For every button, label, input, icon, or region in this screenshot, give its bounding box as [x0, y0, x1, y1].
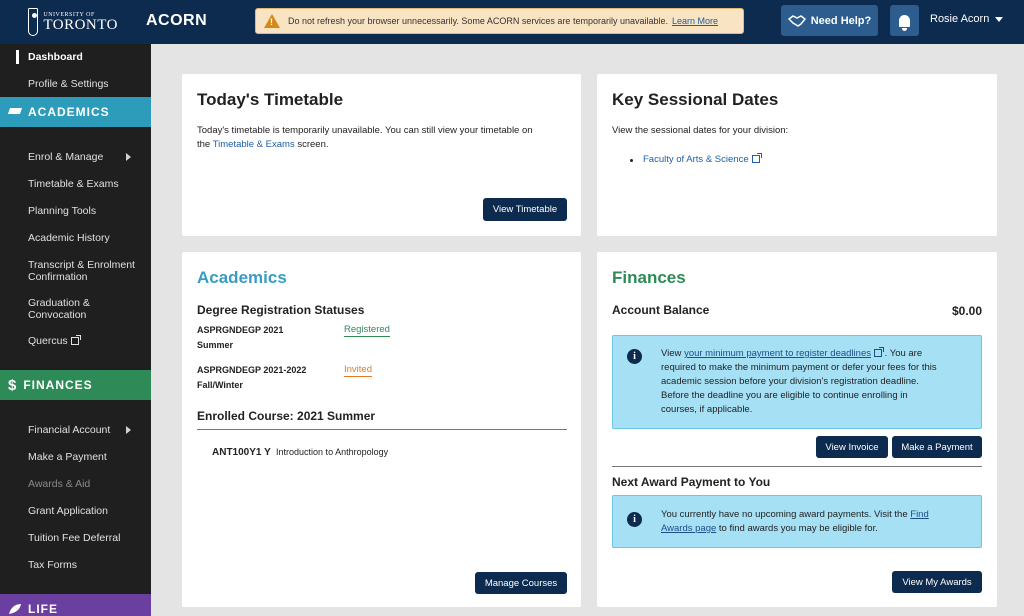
- user-menu[interactable]: [930, 13, 1003, 25]
- need-help-label: Need Help?: [810, 14, 872, 27]
- sidebar-section-finances[interactable]: [0, 370, 151, 400]
- link-label: Find: [910, 509, 929, 520]
- manage-courses-button[interactable]: Manage Courses: [475, 572, 567, 594]
- top-header: [0, 0, 1024, 44]
- bell-icon: [899, 15, 910, 27]
- leaf-icon: [8, 603, 22, 615]
- sidebar-item-label: Quercus: [28, 335, 68, 347]
- view-timetable-button[interactable]: View Timetable: [483, 198, 567, 221]
- external-link-icon: [71, 337, 79, 345]
- timetable-message-suffix: screen.: [297, 139, 329, 150]
- notifications-button[interactable]: [890, 5, 919, 36]
- finances-title: Finances: [612, 268, 686, 287]
- academics-title: Academics: [197, 268, 287, 287]
- chevron-right-icon: [126, 426, 131, 434]
- life-header-label: LIFE: [28, 602, 58, 616]
- crest-icon: [28, 8, 38, 36]
- award-info-text: [661, 508, 973, 536]
- registration-program: [197, 323, 283, 353]
- info-text-line: You currently have no upcoming award payments. Visit the: [661, 509, 908, 520]
- info-text-line: academic session before your division's registration deadline.: [661, 376, 919, 387]
- find-awards-link[interactable]: [910, 509, 928, 520]
- sidebar-item-label: Convocation: [28, 309, 87, 321]
- account-balance-label: Account Balance: [612, 303, 710, 317]
- program-session: Summer: [197, 340, 234, 350]
- warning-icon: !: [264, 14, 280, 28]
- sidebar-item-financial-account[interactable]: [0, 424, 151, 436]
- academics-card: [182, 252, 581, 607]
- sidebar-item-enrol-manage[interactable]: [0, 151, 151, 163]
- sidebar-item-awards-aid[interactable]: Awards & Aid: [28, 478, 91, 490]
- finances-card: [597, 252, 997, 607]
- university-logo[interactable]: [28, 5, 118, 39]
- sidebar-item-timetable-exams[interactable]: Timetable & Exams: [28, 178, 119, 190]
- minimum-payment-deadlines-link[interactable]: [684, 348, 871, 359]
- handshake-icon: [788, 15, 806, 27]
- sidebar-item-academic-history[interactable]: Academic History: [28, 232, 110, 244]
- account-balance-value: $0.00: [951, 304, 982, 318]
- enrolled-course-heading: Enrolled Course: 2021 Summer: [197, 409, 376, 423]
- sidebar-item-grant-application[interactable]: Grant Application: [28, 505, 108, 517]
- timetable-card: [182, 74, 581, 236]
- program-code: ASPRGNDEGP 2021-2022: [197, 365, 307, 375]
- divider: [612, 466, 982, 467]
- sidebar-item-profile-settings[interactable]: Profile & Settings: [28, 78, 109, 90]
- timetable-message: [197, 124, 572, 152]
- find-awards-link[interactable]: [661, 523, 716, 534]
- need-help-button[interactable]: [781, 5, 878, 36]
- graduation-cap-icon: [8, 108, 22, 116]
- program-code: ASPRGNDEGP 2021: [197, 325, 284, 335]
- info-text-line: required to make the minimum payment or defer your fees for this: [661, 362, 937, 373]
- timetable-title: Today's Timetable: [197, 90, 344, 109]
- info-icon: i: [627, 349, 642, 364]
- timetable-exams-link[interactable]: Timetable & Exams: [212, 139, 295, 150]
- chevron-right-icon: [126, 153, 131, 161]
- view-my-awards-button[interactable]: View My Awards: [892, 571, 982, 593]
- chevron-down-icon: [995, 17, 1003, 22]
- sessional-dates-text: View the sessional dates for your division:: [612, 125, 789, 136]
- view-invoice-button[interactable]: View Invoice: [816, 436, 888, 458]
- program-session: Fall/Winter: [197, 380, 243, 390]
- info-icon: i: [627, 512, 642, 527]
- logo-big-text: TORONTO: [43, 16, 118, 33]
- user-name: Rosie Acorn: [930, 13, 990, 25]
- info-text-line: Before the deadline you are eligible to continue enrolling in: [661, 390, 908, 401]
- sidebar-item-tuition-fee-deferral[interactable]: Tuition Fee Deferral: [28, 532, 121, 544]
- course-code: ANT100Y1 Y: [212, 447, 271, 458]
- divider: [197, 429, 567, 430]
- info-text-line: to find awards you may be eligible for.: [718, 523, 878, 534]
- learn-more-link[interactable]: Learn More: [672, 16, 719, 26]
- sidebar-item-quercus[interactable]: [0, 335, 151, 347]
- course-row[interactable]: [212, 445, 388, 460]
- list-bullet: [630, 159, 633, 162]
- sidebar-item-label: Financial Account: [28, 424, 111, 436]
- external-link-icon: [752, 155, 760, 163]
- sidebar-item-make-payment[interactable]: Make a Payment: [28, 451, 107, 463]
- sessional-dates-title: Key Sessional Dates: [612, 90, 779, 109]
- timetable-message-prefix: the: [197, 139, 211, 150]
- service-alert: [255, 8, 744, 34]
- faculty-arts-science-link[interactable]: [643, 153, 760, 167]
- link-label: your minimum payment to register deadlines: [684, 348, 871, 359]
- link-label: Awards page: [661, 523, 717, 534]
- sidebar-item-label: Graduation &: [28, 297, 90, 309]
- next-award-heading: Next Award Payment to You: [612, 475, 771, 489]
- info-text-suffix: . You are: [884, 348, 923, 359]
- sidebar-item-dashboard[interactable]: Dashboard: [0, 51, 151, 63]
- registration-program: [197, 363, 306, 393]
- sidebar-item-planning-tools[interactable]: Planning Tools: [28, 205, 97, 217]
- course-name: Introduction to Anthropology: [276, 447, 389, 457]
- sessional-dates-card: [597, 74, 997, 236]
- dollar-icon: $: [8, 376, 18, 394]
- sidebar-item-label: Confirmation: [28, 271, 88, 283]
- sidebar: [0, 44, 151, 616]
- info-text-line: courses, if applicable.: [661, 404, 753, 415]
- timetable-message-line1: Today's timetable is temporarily unavailable. You can still view your timetable on: [197, 125, 533, 136]
- minimum-payment-info-box: [612, 335, 982, 429]
- external-link-icon: [874, 349, 882, 357]
- sidebar-item-transcript[interactable]: [0, 259, 151, 283]
- status-badge[interactable]: Registered: [344, 324, 390, 335]
- logo-small-text: UNIVERSITY OF: [43, 11, 95, 18]
- app-title[interactable]: ACORN: [146, 12, 208, 29]
- academics-header-label: ACADEMICS: [28, 105, 110, 119]
- sidebar-item-graduation[interactable]: [0, 297, 151, 321]
- degree-registration-heading: Degree Registration Statuses: [197, 303, 365, 317]
- alert-text: Do not refresh your browser unnecessarily. Some ACORN services are temporarily unavailable.: [288, 16, 668, 26]
- minimum-payment-info-text: [661, 347, 973, 417]
- sidebar-item-tax-forms[interactable]: Tax Forms: [28, 559, 78, 571]
- award-info-box: [612, 495, 982, 548]
- faculty-link-label: Faculty of Arts & Science: [643, 154, 749, 165]
- finances-header-label: FINANCES: [23, 378, 93, 392]
- sidebar-item-label: Transcript & Enrolment: [28, 259, 135, 271]
- sidebar-item-label: Enrol & Manage: [28, 151, 104, 163]
- sidebar-section-life[interactable]: [0, 594, 151, 616]
- make-payment-button[interactable]: Make a Payment: [892, 436, 982, 458]
- sidebar-section-academics[interactable]: [0, 97, 151, 127]
- info-text-prefix: View: [661, 348, 682, 359]
- status-badge[interactable]: Invited: [344, 364, 372, 375]
